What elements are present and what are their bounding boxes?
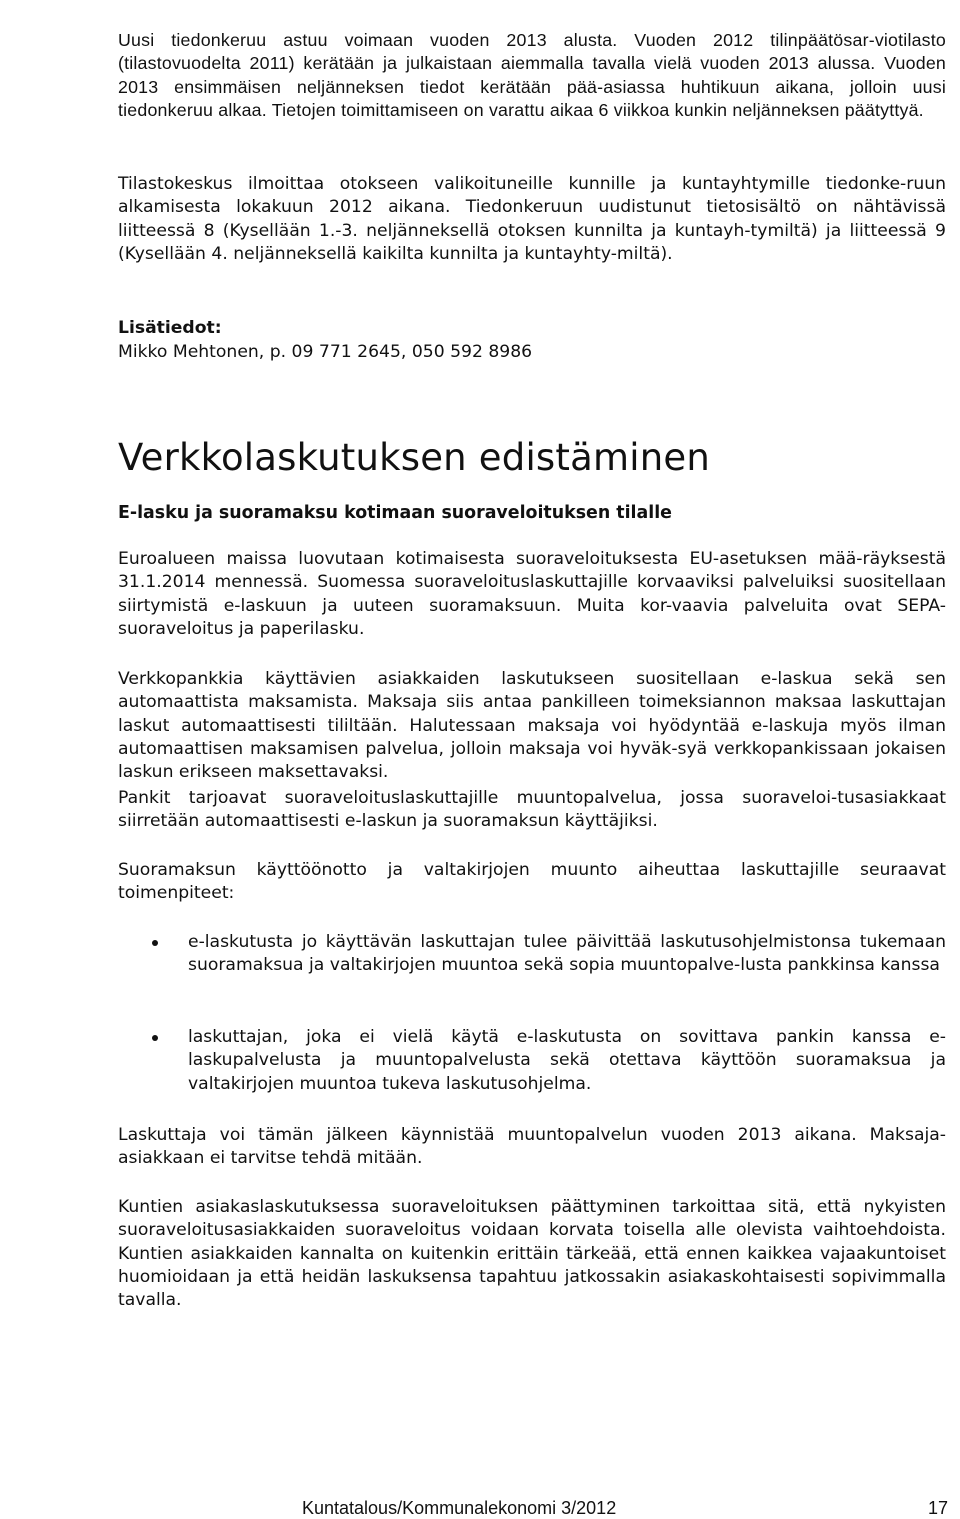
action-list-item-text: laskuttajan, joka ei vielä käytä e-laskutusta on sovittava pankin kanssa e-laskupalvelusta ja muuntopalvelusta sekä otettava käyttöön suoramaksua ja valtakirjojen muuntoa tukeva laskutusohjelma. — [188, 1027, 946, 1094]
bullet-icon — [152, 940, 158, 946]
article-subtitle: E-lasku ja suoramaksu kotimaan suoraveloituksen tilalle — [118, 503, 672, 523]
action-list-item-text: e-laskutusta jo käyttävän laskuttajan tulee päivittää laskutusohjelmistonsa tukemaan suoramaksua ja valtakirjojen muuntoa sekä sopia muuntopalve-lusta pankkinsa kanssa — [188, 932, 946, 976]
action-list — [118, 1026, 946, 1096]
bullet-icon — [152, 1035, 158, 1041]
article-paragraph-4: Suoramaksun käyttöönotto ja valtakirjojen muunto aiheuttaa laskuttajille seuraavat toimenpiteet: — [118, 860, 946, 904]
more-info-label: Lisätiedot: — [118, 318, 222, 338]
article-title: Verkkolaskutuksen edistäminen — [118, 436, 710, 479]
intro-paragraph-2: Tilastokeskus ilmoittaa otokseen valikoituneille kunnille ja kuntayhtymille tiedonke-ruun alkamisesta lokakuun 2012 aikana. Tiedonkeruun uudistunut tietosisältö on nähtävissä liitteessä 8 (Kysellään 1.-3. neljänneksellä otoksen kunnilta ja kuntayh-tymiltä) ja liitteessä 9 (Kysellään 4. neljänneksellä kaikilta kunnilta ja kuntayhty-miltä). — [118, 174, 946, 264]
article-paragraph-5: Laskuttaja voi tämän jälkeen käynnistää muuntopalvelun vuoden 2013 aikana. Maksaja-asiakkaan ei tarvitse tehdä mitään. — [118, 1125, 946, 1169]
action-list — [118, 931, 946, 978]
article-paragraph-1: Euroalueen maissa luovutaan kotimaisesta suoraveloituksesta EU-asetuksen mää-räyksestä 31.1.2014 mennessä. Suomessa suoraveloituslaskuttajille korvaaviksi palveluiksi suositellaan siirtymistä e-laskuun ja uuteen suoramaksuun. Muita kor-vaavia palveluita ovat SEPA-suoraveloitus ja paperilasku. — [118, 549, 946, 639]
footer-publication: Kuntatalous/Kommunalekonomi 3/2012 — [302, 1498, 617, 1518]
footer-page-number: 17 — [928, 1498, 949, 1518]
article-paragraph-6: Kuntien asiakaslaskutuksessa suoraveloituksen päättyminen tarkoittaa sitä, että nykyisten suoraveloitusasiakkaiden suoraveloitus voidaan korvata toisella alle olevista vaihtoehdoista. Kuntien asiakkaiden kannalta on kuitenkin erittäin tärkeää, että ennen kaikkea vajaakuntoiset huomioidaan ja että heidän laskuksensa tapahtuu jatkossakin asiakaskohtaisesti sopivimmalla tavalla. — [118, 1197, 946, 1311]
intro-paragraph-1: Uusi tiedonkeruu astuu voimaan vuoden 2013 alusta. Vuoden 2012 tilinpäätösar-viotilasto (tilastovuodelta 2011) kerätään ja julkaistaan aiemmalla tavalla vielä vuoden 2013 alussa. Vuoden 2013 ensimmäisen neljänneksen tiedot kerätään pää-asiassa huhtikuun aikana, jolloin uusi tiedonkeruu alkaa. Tietojen toimittamiseen on varattu aikaa 6 viikkoa kunkin neljänneksen päätyttyä. — [118, 30, 946, 120]
article-paragraph-2: Verkkopankkia käyttävien asiakkaiden laskutukseen suositellaan e-laskua sekä sen automaattista maksamista. Maksaja siis antaa pankilleen toimeksiannon maksaa laskuttajan laskut automaattisesti tililtään. Halutessaan maksaja voi hyödyntää e-laskuja myös ilman automaattisen maksamisen palvelua, jolloin maksaja voi hyväk-syä verkkopankissaan jokaisen laskun erikseen maksettavaksi. — [118, 669, 946, 783]
contact-info: Mikko Mehtonen, p. 09 771 2645, 050 592 8986 — [118, 342, 533, 362]
action-list-item — [118, 931, 946, 978]
article-paragraph-3: Pankit tarjoavat suoraveloituslaskuttajille muuntopalvelua, jossa suoraveloi-tusasiakkaat siirretään automaattisesti e-laskun ja suoramaksun käyttäjiksi. — [118, 788, 946, 832]
action-list-item — [118, 1026, 946, 1096]
